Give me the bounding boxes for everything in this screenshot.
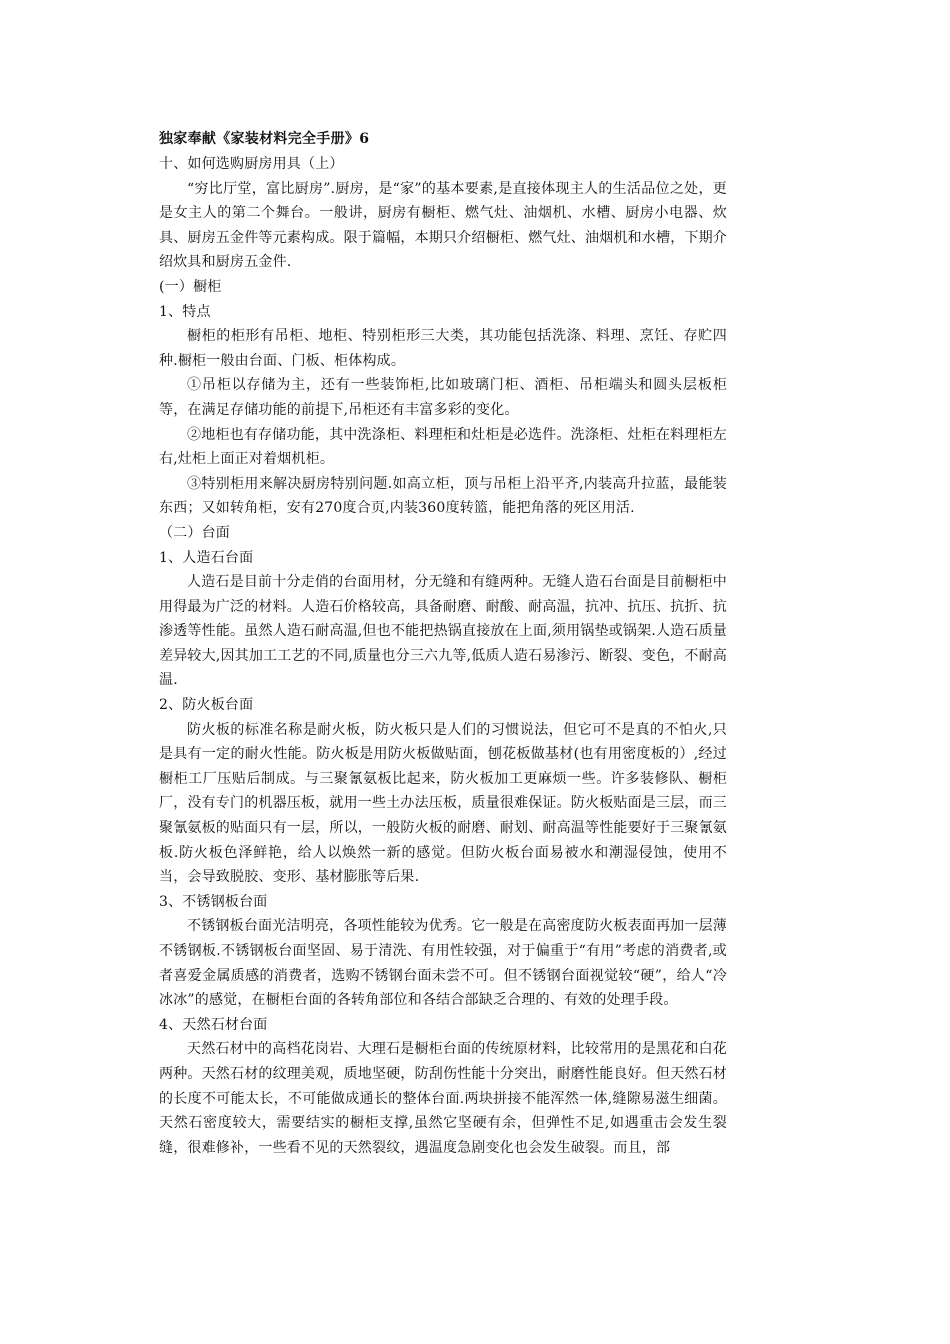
cabinet-heading: (一）橱柜 xyxy=(159,278,222,295)
wall-cabinet-paragraph: ①吊柜以存储为主，还有一些装饰柜,比如玻璃门柜、酒柜、吊柜端头和圆头层板柜等，在满足存储功能的前提下,吊柜还有丰富多彩的变化。 xyxy=(159,377,727,418)
fireproof-board-paragraph: 防火板的标准名称是耐火板，防火板只是人们的习惯说法，但它可不是真的不怕火,只是具有一定的耐火性能。防火板是用防火板做贴面，刨花板做基材(也有用密度板的）,经过橱柜工厂压贴后制成。与三聚氰氨板比起来，防火板加工更麻烦一些。许多装修队、橱柜厂，没有专门的机器压板，就用一些土办法压板，质量很难保证。防火板贴面是三层，而三聚氰氨板的贴面只有一层，所以，一般防火板的耐磨、耐划、耐高温等性能要好于三聚氰氨板.防火板色泽鲜艳，给人以焕然一新的感觉。但防火板台面易被水和潮湿侵蚀，使用不当，会导致脱胶、变形、基材膨胀等后果. xyxy=(159,721,727,886)
stainless-steel-paragraph: 不锈钢板台面光洁明亮，各项性能较为优秀。它一般是在高密度防火板表面再加一层薄不锈钢板.不锈钢板台面坚固、易于清洗、有用性较强，对于偏重于“有用”考虑的消费者,或者喜爱金属质感的消费者，选购不锈钢台面未尝不可。但不锈钢台面视觉较“硬”，给人“冷冰冰”的感觉，在橱柜台面的各转角部位和各结合部缺乏合理的、有效的处理手段。 xyxy=(159,918,727,1009)
features-subheading: 1、特点 xyxy=(159,303,211,320)
countertop-heading: （二）台面 xyxy=(159,524,230,541)
document-page xyxy=(159,128,727,1160)
intro-paragraph: “穷比厅堂，富比厨房”.厨房，是“家”的基本要素,是直接体现主人的生活品位之处，更是女主人的第二个舞台。一般讲，厨房有橱柜、燃气灶、油烟机、水槽、厨房小电器、炊具、厨房五金件等元素构成。限于篇幅，本期只介绍橱柜、燃气灶、油烟机和水槽，下期介绍炊具和厨房五金件. xyxy=(159,180,727,271)
special-cabinet-paragraph: ③特别柜用来解决厨房特别问题.如高立柜，顶与吊柜上沿平齐,内装高升拉蓝，最能装东西；又如转角柜，安有270度合页,内装360度转篮，能把角落的死区用活. xyxy=(159,475,727,517)
fireproof-board-subheading: 2、防火板台面 xyxy=(159,697,254,714)
artificial-stone-subheading: 1、人造石台面 xyxy=(159,549,254,566)
document-title: 独家奉献《家装材料完全手册》6 xyxy=(159,131,370,147)
base-cabinet-paragraph: ②地柜也有存储功能，其中洗涤柜、料理柜和灶柜是必选件。洗涤柜、灶柜在料理柜左右,灶柜上面正对着烟机柜。 xyxy=(159,426,727,468)
stainless-steel-subheading: 3、不锈钢板台面 xyxy=(159,893,268,910)
artificial-stone-paragraph: 人造石是目前十分走俏的台面用材，分无缝和有缝两种。无缝人造石台面是目前橱柜中用得最为广泛的材料。人造石价格较高，具备耐磨、耐酸、耐高温，抗冲、抗压、抗折、抗渗透等性能。虽然人造石耐高温,但也不能把热锅直接放在上面,须用锅垫或锅架.人造石质量差异较大,因其加工工艺的不同,质量也分三六九等,低质人造石易渗污、断裂、变色，不耐高温. xyxy=(159,574,727,689)
section-heading: 十、如何选购厨房用具（上） xyxy=(159,156,344,172)
natural-stone-subheading: 4、天然石材台面 xyxy=(159,1016,268,1033)
cabinet-types-paragraph: 橱柜的柜形有吊柜、地柜、特别柜形三大类，其功能包括洗涤、料理、烹饪、存贮四种.橱柜一般由台面、门板、柜体构成。 xyxy=(159,328,727,369)
natural-stone-paragraph: 天然石材中的高档花岗岩、大理石是橱柜台面的传统原材料，比较常用的是黑花和白花两种。天然石材的纹理美观，质地坚硬，防刮伤性能十分突出，耐磨性能良好。但天然石材的长度不可能太长，不可能做成通长的整体台面.两块拼接不能浑然一体,缝隙易滋生细菌。天然石密度较大，需要结实的橱柜支撑,虽然它坚硬有余，但弹性不足,如遇重击会发生裂缝，很难修补，一些看不见的天然裂纹，遇温度急剧变化也会发生破裂。而且，部 xyxy=(159,1041,727,1156)
